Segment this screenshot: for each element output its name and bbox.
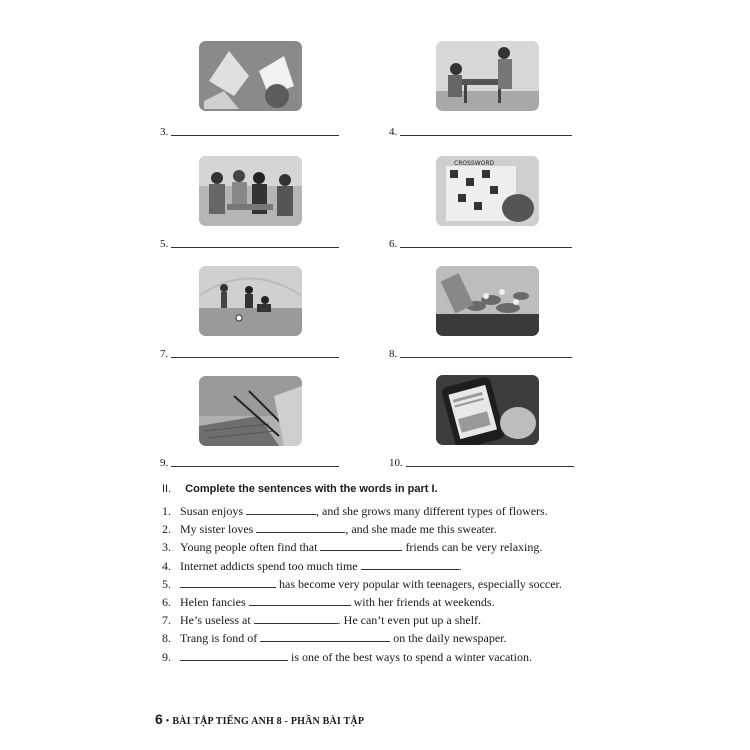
page-footer bbox=[155, 711, 364, 727]
sentence-blank[interactable] bbox=[246, 504, 316, 515]
sentence-list bbox=[162, 502, 592, 666]
sentence-after: , and she made me this sweater. bbox=[345, 522, 497, 537]
sentence-after: . bbox=[458, 558, 462, 573]
sentence-blank[interactable] bbox=[180, 577, 276, 588]
sentence-after: friends can be very relaxing. bbox=[402, 540, 543, 555]
sentence-number: 1. bbox=[162, 504, 171, 518]
sentence-number: 3. bbox=[162, 540, 171, 555]
sentence-blank[interactable] bbox=[249, 595, 351, 606]
section-instruction: Complete the sentences with the words in part I. bbox=[185, 483, 438, 495]
picture-number: 8. bbox=[389, 348, 398, 360]
smartphone-photo bbox=[436, 375, 539, 445]
section-number: II. bbox=[162, 483, 172, 495]
picture-number: 4. bbox=[389, 126, 398, 138]
answer-blank[interactable] bbox=[171, 134, 339, 136]
picture-number: 6. bbox=[389, 238, 398, 250]
page-number: 6 bbox=[155, 711, 163, 727]
sentence-item bbox=[162, 611, 592, 629]
picture-number: 5. bbox=[160, 238, 169, 250]
sentence-item bbox=[162, 502, 592, 520]
sentence-blank[interactable] bbox=[260, 631, 390, 642]
sentence-number: 8. bbox=[162, 631, 171, 646]
picture-number: 3. bbox=[160, 126, 169, 138]
picture-number: 7. bbox=[160, 348, 169, 360]
svg-text:CROSSWORD: CROSSWORD bbox=[454, 160, 495, 167]
sentence-after: on the daily newspaper. bbox=[390, 631, 507, 646]
picture-label bbox=[160, 457, 339, 469]
picture-label bbox=[389, 457, 574, 469]
sentence-item bbox=[162, 593, 592, 611]
picture-label bbox=[389, 238, 572, 250]
picture-number: 10. bbox=[389, 457, 403, 469]
sentence-item bbox=[162, 538, 592, 556]
answer-blank[interactable] bbox=[400, 356, 572, 358]
sentence-before: Young people often find that bbox=[180, 540, 321, 555]
sentence-number: 9. bbox=[162, 649, 171, 664]
answer-blank[interactable] bbox=[400, 246, 572, 248]
sentence-before: Susan enjoys bbox=[180, 504, 246, 518]
sentence-number: 7. bbox=[162, 613, 171, 628]
answer-blank[interactable] bbox=[171, 465, 339, 467]
picture-label bbox=[389, 348, 572, 360]
answer-blank[interactable] bbox=[406, 465, 574, 467]
sentence-before: He’s useless at bbox=[180, 613, 254, 628]
sentence-number: 2. bbox=[162, 522, 171, 537]
sentence-after: , and she grows many different types of flowers. bbox=[316, 504, 548, 518]
sentence-before: Trang is fond of bbox=[180, 631, 261, 646]
footer-bullet: • bbox=[165, 716, 170, 727]
sentence-item bbox=[162, 648, 592, 666]
sentence-before: My sister loves bbox=[180, 522, 257, 537]
sentence-after: has become very popular with teenagers, especially soccer. bbox=[276, 576, 562, 591]
sentence-number: 4. bbox=[162, 558, 171, 573]
picture-label bbox=[389, 126, 572, 138]
picture-number: 9. bbox=[160, 457, 169, 469]
sentence-blank[interactable] bbox=[256, 522, 345, 533]
book-title: BÀI TẬP TIẾNG ANH 8 - PHẦN BÀI TẬP bbox=[172, 716, 365, 727]
crossword-photo bbox=[436, 156, 539, 226]
picture-label bbox=[160, 348, 339, 360]
sentence-item bbox=[162, 575, 592, 593]
diy-woodwork-photo bbox=[436, 41, 539, 111]
sentence-after: . He can’t even put up a shelf. bbox=[337, 613, 482, 628]
sentence-blank[interactable] bbox=[254, 613, 338, 624]
football-photo bbox=[199, 266, 302, 336]
gardening-photo bbox=[436, 266, 539, 336]
answer-blank[interactable] bbox=[171, 246, 339, 248]
answer-blank[interactable] bbox=[171, 356, 339, 358]
sentence-number: 6. bbox=[162, 594, 171, 609]
sentence-before: Internet addicts spend too much time bbox=[180, 558, 361, 573]
sentence-item bbox=[162, 629, 592, 647]
sentence-after: is one of the best ways to spend a winter vacation. bbox=[288, 649, 532, 664]
section-heading bbox=[162, 483, 438, 495]
sentence-blank[interactable] bbox=[180, 650, 288, 661]
sentence-before: Helen fancies bbox=[180, 594, 249, 609]
picture-label bbox=[160, 238, 339, 250]
knitting-photo bbox=[199, 376, 302, 446]
sentence-item bbox=[162, 557, 592, 575]
sentence-blank[interactable] bbox=[361, 559, 459, 570]
sentence-after: with her friends at weekends. bbox=[350, 594, 495, 609]
picture-label bbox=[160, 126, 339, 138]
friends-chatting-photo bbox=[199, 156, 302, 226]
origami-paper-photo bbox=[199, 41, 302, 111]
answer-blank[interactable] bbox=[400, 134, 572, 136]
sentence-item bbox=[162, 520, 592, 538]
sentence-blank[interactable] bbox=[320, 540, 402, 551]
sentence-number: 5. bbox=[162, 576, 171, 591]
